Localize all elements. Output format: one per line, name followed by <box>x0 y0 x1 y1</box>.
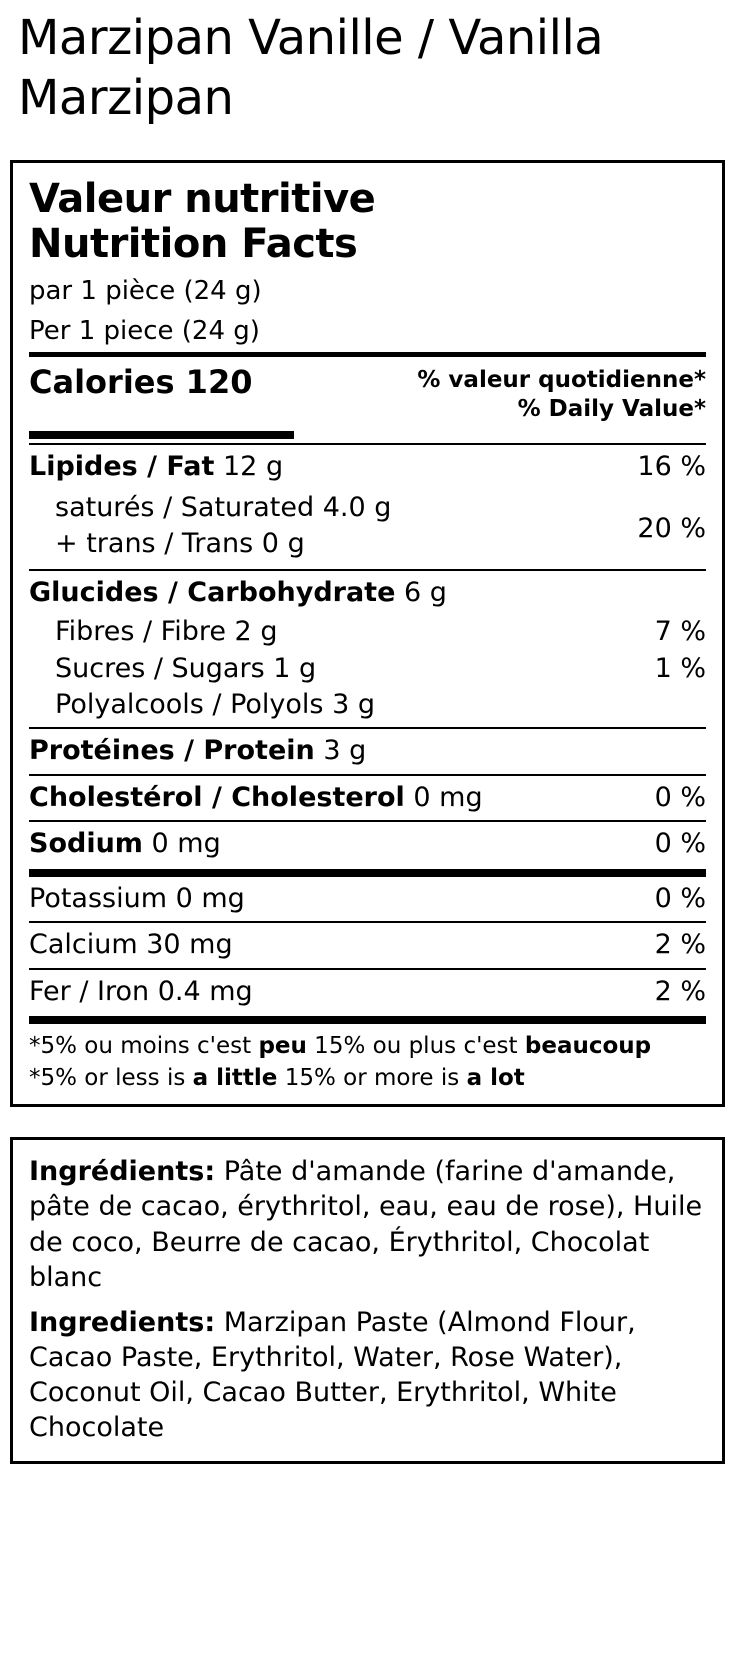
polyols-label: Polyalcools / Polyols 3 g <box>55 689 375 721</box>
ingredients-text-fr: Pâte d'amande (farine d'amande, pâte de cacao, érythritol, eau, eau de rose), Huile de coco, Beurre de cacao, Érythritol, Chocolat blanc <box>29 1156 703 1293</box>
cholesterol-amount: 0 mg <box>413 781 483 813</box>
sugars-label: Sucres / Sugars 1 g <box>55 652 317 684</box>
daily-value-header-fr: % valeur quotidienne* <box>417 366 706 393</box>
sodium-amount: 0 mg <box>151 828 221 860</box>
saturated-dv: 20 % <box>637 512 706 544</box>
fibre-label: Fibres / Fibre 2 g <box>55 616 278 648</box>
sodium-label: Sodium <box>29 828 143 860</box>
table-row-cholesterol <box>29 776 706 821</box>
footnote-en <box>29 1062 706 1094</box>
table-row-fat <box>29 445 706 490</box>
footnote-fr-part2: 15% ou plus c'est <box>306 1033 525 1060</box>
nutrition-title-en: Nutrition Facts <box>29 220 358 267</box>
calories-label: Calories 120 <box>29 362 253 401</box>
footnote-en-bold2: a lot <box>466 1065 525 1092</box>
fat-dv: 16 % <box>637 451 706 483</box>
nutrition-title-fr: Valeur nutritive <box>29 176 376 222</box>
table-row-sugars <box>29 652 706 689</box>
table-row-sodium <box>29 822 706 867</box>
daily-value-header <box>417 363 706 426</box>
calcium-label: Calcium 30 mg <box>29 929 233 961</box>
table-row-protein <box>29 729 706 774</box>
carbohydrate-amount: 6 g <box>404 576 447 608</box>
potassium-label: Potassium 0 mg <box>29 882 245 914</box>
ingredients-label-en: Ingredients: <box>29 1306 216 1338</box>
footnote-fr <box>29 1024 706 1062</box>
daily-value-header-en: % Daily Value* <box>517 396 706 423</box>
serving-size-en: Per 1 piece (24 g) <box>29 316 260 347</box>
iron-dv: 2 % <box>654 975 706 1007</box>
fat-label: Lipides / Fat <box>29 451 215 483</box>
iron-label: Fer / Iron 0.4 mg <box>29 975 253 1007</box>
page-title: Marzipan Vanille / Vanilla Marzipan <box>18 10 604 126</box>
saturated-label: saturés / Saturated 4.0 g <box>55 491 392 523</box>
carbohydrate-label: Glucides / Carbohydrate <box>29 576 396 608</box>
ingredients-panel <box>10 1137 725 1464</box>
sodium-dv: 0 % <box>654 828 706 860</box>
calories-underline <box>29 431 294 439</box>
footnote-fr-part1: *5% ou moins c'est <box>29 1033 259 1060</box>
footnote-en-part2: 15% or more is <box>277 1065 467 1092</box>
footnote-fr-bold2: beaucoup <box>524 1033 652 1060</box>
trans-label: + trans / Trans 0 g <box>55 528 305 560</box>
ingredients-label-fr: Ingrédients: <box>29 1156 216 1188</box>
nutrition-facts-panel <box>10 160 725 1107</box>
table-row-fibre <box>29 615 706 652</box>
fat-amount: 12 g <box>223 451 284 483</box>
table-row-iron <box>29 970 706 1015</box>
ingredients-fr <box>29 1154 706 1294</box>
ingredients-en <box>29 1305 706 1445</box>
footnote-en-part1: *5% or less is <box>29 1065 193 1092</box>
sugars-dv: 1 % <box>654 652 706 684</box>
cholesterol-dv: 0 % <box>654 781 706 813</box>
serving-size-fr: par 1 pièce (24 g) <box>29 275 262 306</box>
footnote-fr-bold1: peu <box>258 1033 307 1060</box>
calcium-dv: 2 % <box>654 929 706 961</box>
protein-amount: 3 g <box>323 734 367 766</box>
calories-row <box>29 357 706 430</box>
cholesterol-label: Cholestérol / Cholesterol <box>29 781 405 813</box>
potassium-dv: 0 % <box>654 882 706 914</box>
table-row-saturated-trans <box>29 490 706 563</box>
table-row-carbohydrate <box>29 571 706 616</box>
fibre-dv: 7 % <box>654 616 706 648</box>
table-row-potassium <box>29 877 706 922</box>
divider-above-potassium <box>29 869 706 877</box>
ingredients-text-en: Marzipan Paste (Almond Flour, Cacao Paste, Erythritol, Water, Rose Water), Coconut Oil, Cacao Butter, Erythritol, White Chocolate <box>29 1306 636 1444</box>
footnote-en-bold1: a little <box>192 1065 278 1092</box>
protein-label: Protéines / Protein <box>29 734 315 766</box>
divider-above-footnote <box>29 1016 706 1024</box>
table-row-polyols <box>29 688 706 727</box>
table-row-calcium <box>29 923 706 968</box>
